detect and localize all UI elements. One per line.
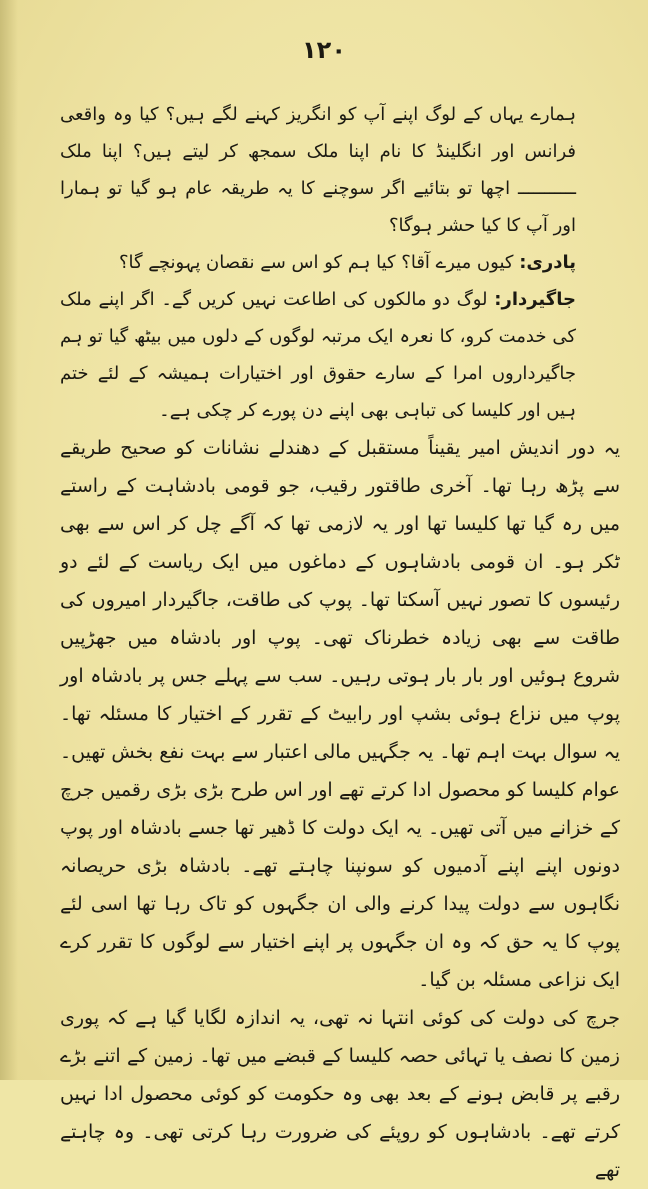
- dialogue-paragraph: [60, 244, 576, 281]
- page-number: ۱۲۰: [302, 36, 346, 64]
- speaker-label: پادری:: [519, 252, 576, 273]
- speaker-label: جاگیردار:: [494, 289, 576, 310]
- dialogue-text: لوگ دو مالکوں کی اطاعت نہیں کریں گے۔ اگر اپنے ملک کی خدمت کرو، کا نعرہ ایک مرتبہ لوگوں کے دلوں میں بیٹھ گیا تو ہم جاگیرداروں امرا کے سارے حقوق اور اختیارات ہمیشہ کے لئے ختم ہیں اور کلیسا کی تباہی بھی اپنے دن پورے کر چکی ہے۔: [60, 289, 576, 421]
- body-paragraph: جرچ کی دولت کی کوئی انتہا نہ تھی، یہ اندازہ لگایا گیا ہے کہ پوری زمین کا نصف یا تہائی حصہ کلیسا کے قبضے میں تھا۔ زمین کے اتنے بڑے رقبے پر قابض ہونے کے بعد بھی وہ حکومت کو کوئی محصول ادا نہیں کرتے تھے۔ بادشاہوں کو روپئے کی ضرورت رہا کرتی تھی۔ وہ چاہتے تھے: [60, 1007, 620, 1181]
- body-paragraph: یہ دور اندیش امیر یقیناً مستقبل کے دھندلے نشانات کو صحیح طریقے سے پڑھ رہا تھا۔ آخری طاقتور رقیب، جو قومی بادشاہت کے راستے میں رہ گیا تھا کلیسا تھا اور یہ لازمی تھا کہ آگے چل کر اس سے بھی ٹکر ہو۔ ان قومی بادشاہوں کے دماغوں میں ایک ریاست کے لئے دو رئیسوں کا تصور نہیں آسکتا تھا۔ پوپ کی طاقت، جاگیردار امیروں کی طاقت سے بھی زیادہ خطرناک تھی۔ پوپ اور بادشاہ میں جھڑپیں شروع ہوئیں اور بار بار ہوتی رہیں۔ سب سے پہلے جس پر بادشاہ اور پوپ میں نزاع ہوئی بشپ اور رابیٹ کے تقرر کے اختیار کا مسئلہ تھا۔ یہ سوال بہت اہم تھا۔ یہ جگہیں مالی اعتبار سے بہت نفع بخش تھیں۔ عوام کلیسا کو محصول ادا کرتے تھے اور اس طرح بڑی بڑی رقمیں جرچ کے خزانے میں آتی تھیں۔ یہ ایک دولت کا ڈھیر تھا جسے بادشاہ اور پوپ دونوں اپنے اپنے آدمیوں کو سونپنا چاہتے تھے۔ بادشاہ بڑی حریصانہ نگاہوں سے دولت پیدا کرنے والی ان جگہوں کو تاک رہا تھا اسی لئے پوپ کا یہ حق کہ وہ ان جگہوں پر اپنے اختیار سے لوگوں کا تقرر کرے ایک نزاعی مسئلہ بن گیا۔: [60, 437, 620, 991]
- dialogue-text: کیوں میرے آقا؟ کیا ہم کو اس سے نقصان پہونچے گا؟: [118, 252, 514, 273]
- dialogue-paragraph: ہمارے یہاں کے لوگ اپنے آپ کو انگریز کہنے لگے ہیں؟ کیا وہ واقعی فرانس اور انگلینڈ کا نام اپنا ملک سمجھ کر لیتے ہیں؟ اپنا ملک ـــــــــــ اچھا تو بتائیے اگر سوچنے کا یہ طریقہ عام ہو گیا تو ہمارا اور آپ کا کیا حشر ہوگا؟: [60, 104, 576, 236]
- page-spine-shadow: [0, 0, 18, 1080]
- dialogue-paragraph: [60, 281, 576, 429]
- quoted-dialogue: [60, 96, 620, 429]
- page-text: [60, 96, 620, 1189]
